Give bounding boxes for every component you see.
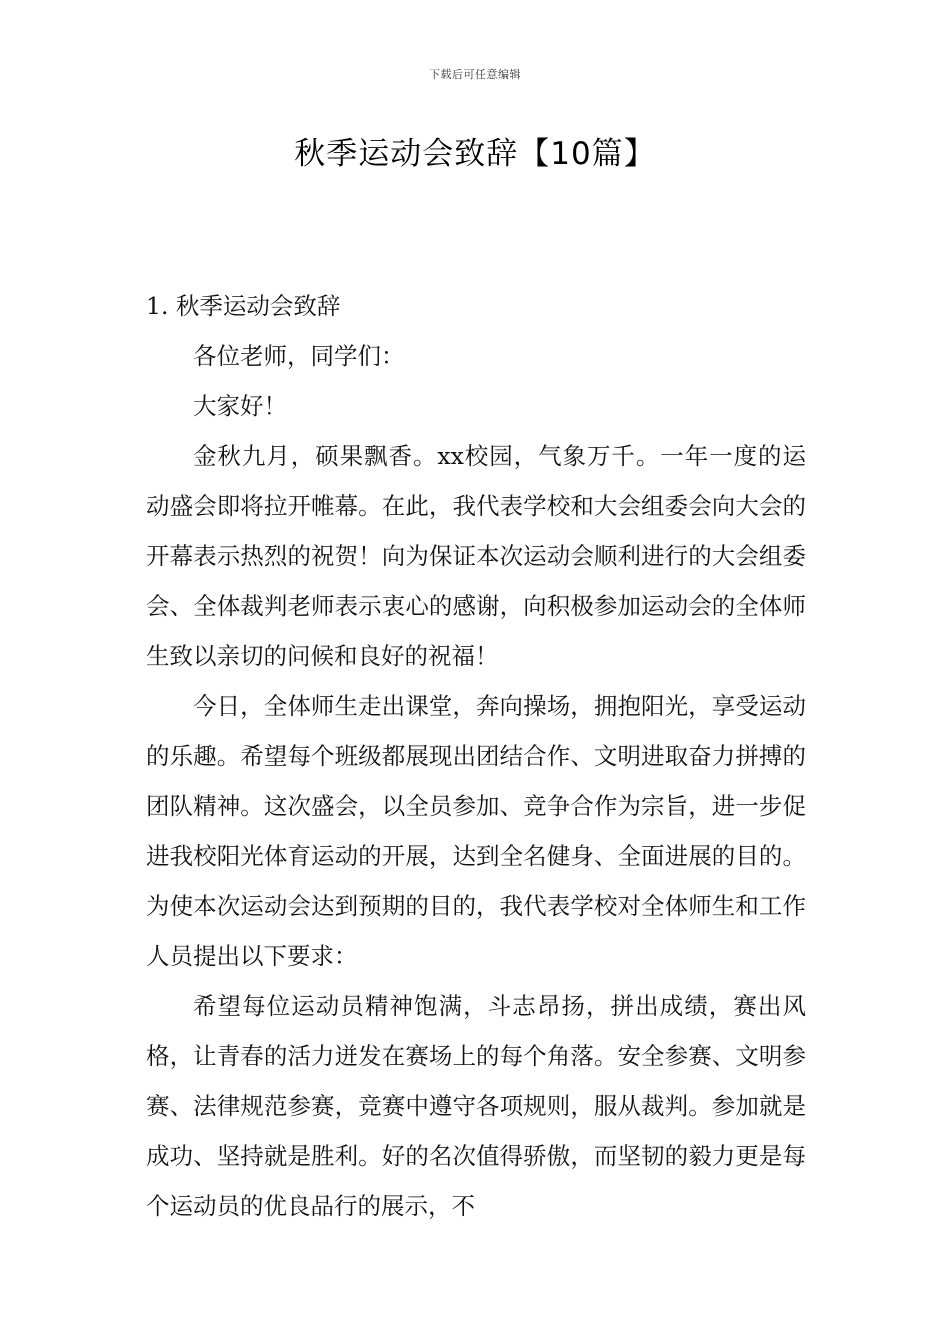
document-title: 秋季运动会致辞【10篇】 bbox=[294, 136, 656, 172]
salutation: 各位老师，同学们： bbox=[193, 342, 405, 370]
document-body bbox=[146, 281, 806, 1231]
section-heading: 1. 秋季运动会致辞 bbox=[146, 292, 341, 320]
greeting: 大家好！ bbox=[193, 392, 287, 420]
header-note: 下载后可任意编辑 bbox=[429, 68, 521, 81]
body-paragraph: 今日，全体师生走出课堂，奔向操场，拥抱阳光，享受运动的乐趣。希望每个班级都展现出团结合作、文明进取奋力拼搏的团队精神。这次盛会，以全员参加、竞争合作为宗旨，进一步促进我校阳光体育运动的开展，达到全名健身、全面进展的目的。为使本次运动会达到预期的目的，我代表学校对全体师生和工作人员提出以下要求： bbox=[146, 692, 806, 970]
body-paragraph: 希望每位运动员精神饱满，斗志昂扬，拼出成绩，赛出风格，让青春的活力迸发在赛场上的每个角落。安全参赛、文明参赛、法律规范参赛，竞赛中遵守各项规则，服从裁判。参加就是成功、坚持就是胜利。好的名次值得骄傲，而坚韧的毅力更是每个运动员的优良品行的展示，不 bbox=[146, 992, 806, 1220]
body-paragraph: 金秋九月，硕果飘香。xx校园，气象万千。一年一度的运动盛会即将拉开帷幕。在此，我代表学校和大会组委会向大会的开幕表示热烈的祝贺！向为保证本次运动会顺利进行的大会组委会、全体裁判老师表示衷心的感谢，向积极参加运动会的全体师生致以亲切的问候和良好的祝福！ bbox=[146, 442, 806, 670]
